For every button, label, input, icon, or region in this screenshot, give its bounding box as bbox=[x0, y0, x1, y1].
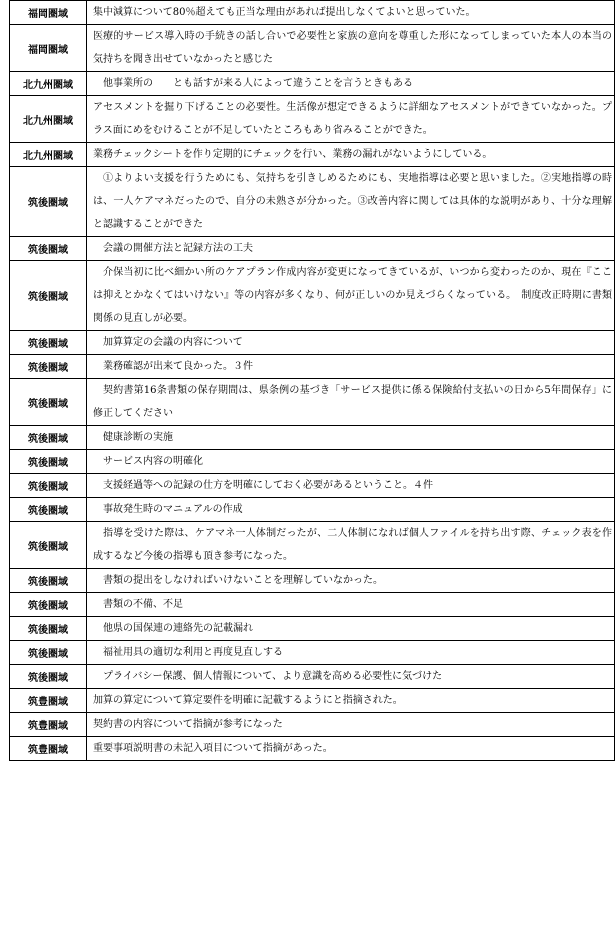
table-row bbox=[10, 522, 615, 569]
table-row bbox=[10, 665, 615, 689]
table-row bbox=[10, 641, 615, 665]
comment-cell: ①よりよい支援を行うためにも、気持ちを引きしめるためにも、実地指導は必要と思いました。②実地指導の時は、一人ケアマネだったので、自分の未熟さが分かった。③改善内容に関しては具体的な説明があり、十分な理解と認識することができた bbox=[87, 167, 615, 237]
comment-cell: プライバシー保護、個人情報について、より意識を高める必要性に気づけた bbox=[87, 665, 615, 689]
region-cell: 筑後圏域 bbox=[10, 331, 87, 355]
table-row bbox=[10, 617, 615, 641]
table-row bbox=[10, 379, 615, 426]
table-row bbox=[10, 25, 615, 72]
region-cell: 筑後圏域 bbox=[10, 237, 87, 261]
comment-cell: 契約書の内容について指摘が参考になった bbox=[87, 713, 615, 737]
comment-cell: 加算算定の会議の内容について bbox=[87, 331, 615, 355]
comment-cell: 加算の算定について算定要件を明確に記載するようにと指摘された。 bbox=[87, 689, 615, 713]
comment-cell: 集中減算について80％超えても正当な理由があれば提出しなくてよいと思っていた。 bbox=[87, 1, 615, 25]
comment-cell: 介保当初に比べ細かい所のケアプラン作成内容が変更になってきているが、いつから変わったのか、現在『ここは抑えとかなくてはいけない』等の内容が多くなり、何が正しいのか見えづらくなっている。 制度改正時期に書類関係の見直しが必要。 bbox=[87, 261, 615, 331]
table-row bbox=[10, 426, 615, 450]
region-cell: 筑後圏域 bbox=[10, 593, 87, 617]
comment-cell: 会議の開催方法と記録方法の工夫 bbox=[87, 237, 615, 261]
table-row bbox=[10, 261, 615, 331]
table-row bbox=[10, 143, 615, 167]
table-row bbox=[10, 355, 615, 379]
region-cell: 筑後圏域 bbox=[10, 355, 87, 379]
table-row bbox=[10, 331, 615, 355]
region-cell: 筑後圏域 bbox=[10, 569, 87, 593]
comment-cell: 事故発生時のマニュアルの作成 bbox=[87, 498, 615, 522]
region-cell: 筑後圏域 bbox=[10, 641, 87, 665]
comment-cell: 書類の不備、不足 bbox=[87, 593, 615, 617]
region-cell: 福岡圏域 bbox=[10, 25, 87, 72]
comment-cell: アセスメントを掘り下げることの必要性。生活像が想定できるように詳細なアセスメントができていなかった。プラス面にめをむけることが不足していたところもあり省みることができた。 bbox=[87, 96, 615, 143]
region-cell: 福岡圏域 bbox=[10, 1, 87, 25]
comment-cell: 福祉用具の適切な利用と再度見直しする bbox=[87, 641, 615, 665]
region-cell: 筑後圏域 bbox=[10, 167, 87, 237]
comment-cell: 書類の提出をしなければいけないことを理解していなかった。 bbox=[87, 569, 615, 593]
comment-cell: 業務チェックシートを作り定期的にチェックを行い、業務の漏れがないようにしている。 bbox=[87, 143, 615, 167]
comment-cell: 契約書第16条書類の保存期間は、県条例の基づき「サービス提供に係る保険給付支払いの日から5年間保存」に修正してください bbox=[87, 379, 615, 426]
feedback-table-body bbox=[10, 1, 615, 761]
table-row bbox=[10, 474, 615, 498]
table-row bbox=[10, 737, 615, 761]
region-cell: 筑後圏域 bbox=[10, 617, 87, 641]
table-row bbox=[10, 498, 615, 522]
table-row bbox=[10, 689, 615, 713]
region-cell: 筑豊圏域 bbox=[10, 737, 87, 761]
comment-cell: 医療的サービス導入時の手続きの話し合いで必要性と家族の意向を尊重した形になってしまっていた本人の本当の気持ちを聞き出せていなかったと感じた bbox=[87, 25, 615, 72]
region-cell: 筑後圏域 bbox=[10, 379, 87, 426]
region-cell: 北九州圏域 bbox=[10, 72, 87, 96]
region-cell: 筑後圏域 bbox=[10, 665, 87, 689]
region-cell: 筑後圏域 bbox=[10, 426, 87, 450]
comment-cell: 重要事項説明書の未記入項目について指摘があった。 bbox=[87, 737, 615, 761]
region-cell: 筑後圏域 bbox=[10, 522, 87, 569]
table-row bbox=[10, 593, 615, 617]
region-cell: 筑後圏域 bbox=[10, 450, 87, 474]
region-cell: 筑後圏域 bbox=[10, 474, 87, 498]
table-row bbox=[10, 713, 615, 737]
feedback-table-container bbox=[9, 0, 614, 761]
table-row bbox=[10, 569, 615, 593]
region-cell: 筑豊圏域 bbox=[10, 689, 87, 713]
comment-cell: 他県の国保連の連絡先の記載漏れ bbox=[87, 617, 615, 641]
comment-cell: サービス内容の明確化 bbox=[87, 450, 615, 474]
table-row bbox=[10, 237, 615, 261]
comment-cell: 支援経過等への記録の仕方を明確にしておく必要があるということ。４件 bbox=[87, 474, 615, 498]
table-row bbox=[10, 450, 615, 474]
feedback-table bbox=[9, 0, 615, 761]
region-cell: 北九州圏域 bbox=[10, 143, 87, 167]
region-cell: 筑後圏域 bbox=[10, 261, 87, 331]
comment-cell: 他事業所の とも話すが来る人によって違うことを言うときもある bbox=[87, 72, 615, 96]
table-row bbox=[10, 72, 615, 96]
region-cell: 筑豊圏域 bbox=[10, 713, 87, 737]
comment-cell: 健康診断の実施 bbox=[87, 426, 615, 450]
comment-cell: 指導を受けた際は、ケアマネ一人体制だったが、二人体制になれば個人ファイルを持ち出す際、チェック表を作成するなど今後の指導も頂き参考になった。 bbox=[87, 522, 615, 569]
region-cell: 筑後圏域 bbox=[10, 498, 87, 522]
table-row bbox=[10, 96, 615, 143]
table-row bbox=[10, 167, 615, 237]
table-row bbox=[10, 1, 615, 25]
comment-cell: 業務確認が出来て良かった。３件 bbox=[87, 355, 615, 379]
region-cell: 北九州圏域 bbox=[10, 96, 87, 143]
